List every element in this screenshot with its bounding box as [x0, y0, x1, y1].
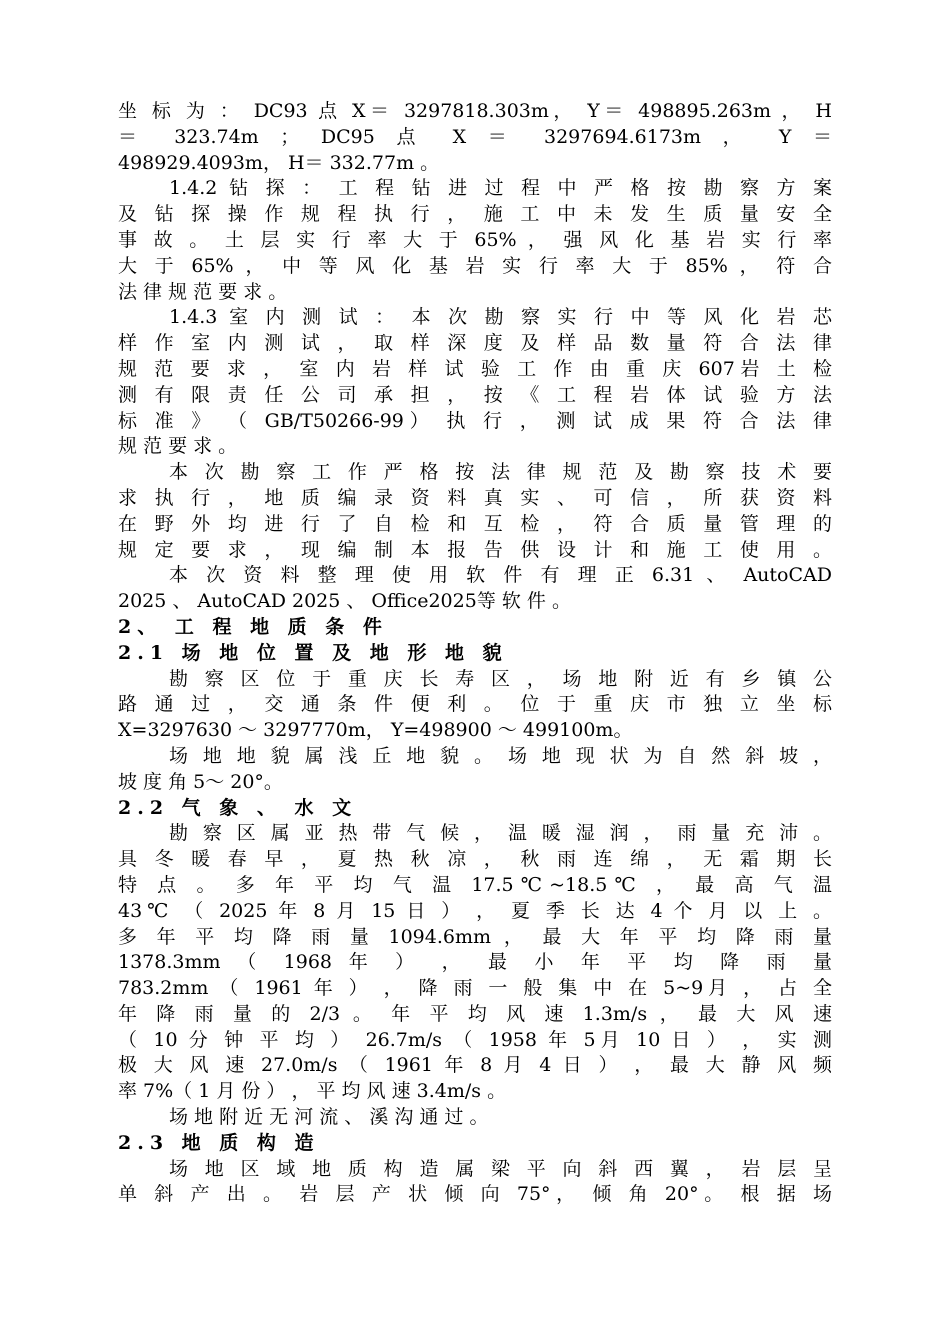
text-line: 极 大 风 速 27.0m/s （ 1961 年 8 月 4 日 ） ， 最 大 静 风 频	[118, 1054, 832, 1077]
text-line: 勘 察 区 位 于 重 庆 长 寿 区 ， 场 地 附 近 有 乡 镇 公	[169, 667, 832, 690]
text-line: 单 斜 产 出 。 岩 层 产 状 倾 向 75°， 倾 角 20°。 根 据 场	[118, 1183, 832, 1206]
section-heading: 2.3 地 质 构 造	[118, 1131, 320, 1154]
text-line: 及 钻 探 操 作 规 程 执 行 ， 施 工 中 未 发 生 质 量 安 全	[118, 203, 832, 226]
text-line: 大 于 65% ， 中 等 风 化 基 岩 实 行 率 大 于 85% ， 符 合	[118, 254, 832, 277]
text-line: 2025 、 AutoCAD 2025 、 Office2025等 软 件 。	[118, 590, 571, 613]
section-heading: 2.2 气 象 、 水 文	[118, 796, 358, 819]
text-line: 法 律 规 范 要 求 。	[118, 280, 288, 303]
text-line: 规 范 要 求 ， 室 内 岩 样 试 验 工 作 由 重 庆 607岩 土 检	[118, 357, 832, 380]
text-line: 场 地 地 貌 属 浅 丘 地 貌 。 场 地 现 状 为 自 然 斜 坡 ，	[169, 744, 832, 767]
text-line: X=3297630 ～ 3297770m， Y=498900 ～ 499100m。	[118, 719, 633, 742]
text-line: 规 定 要 求 ， 现 编 制 本 报 告 供 设 计 和 施 工 使 用 。	[118, 538, 832, 561]
text-line: 1.4.3 室 内 测 试 ： 本 次 勘 察 实 行 中 等 风 化 岩 芯	[169, 306, 832, 329]
text-line: 多 年 平 均 降 雨 量 1094.6mm ， 最 大 年 平 均 降 雨 量	[118, 925, 832, 948]
text-line: 坐 标 为 ： DC93 点 X＝ 3297818.303m， Y＝ 498895.263m ， H	[118, 100, 832, 122]
text-line: 具 冬 暖 春 早 ， 夏 热 秋 凉 ， 秋 雨 连 绵 ， 无 霜 期 长	[118, 848, 832, 871]
text-line: 1378.3mm （ 1968 年 ） ， 最 小 年 平 均 降 雨 量	[118, 951, 832, 974]
text-line: 场 地 附 近 无 河 流 、 溪 沟 通 过 。	[169, 1106, 489, 1129]
section-heading: 2.1 场 地 位 置 及 地 形 地 貌	[118, 641, 508, 664]
text-line: 498929.4093m， H＝ 332.77m 。	[118, 151, 440, 174]
document-body	[118, 99, 832, 1208]
text-line: 特 点 。 多 年 平 均 气 温 17.5℃~18.5℃ ， 最 高 气 温	[118, 873, 832, 896]
text-line: 标 准 》 （ GB/T50266-99） 执 行 ， 测 试 成 果 符 合 法 律	[118, 409, 832, 432]
text-line: 年 降 雨 量 的 2/3 。 年 平 均 风 速 1.3m/s ， 最 大 风 速	[118, 1002, 832, 1025]
text-line: 样 作 室 内 测 试 ， 取 样 深 度 及 样 品 数 量 符 合 法 律	[118, 332, 832, 355]
text-line: 783.2mm （ 1961 年 ） ， 降 雨 一 般 集 中 在 5~9月 ， 占 全	[118, 977, 832, 1000]
text-line: 勘 察 区 属 亚 热 带 气 候 ， 温 暖 湿 润 ， 雨 量 充 沛 。	[169, 822, 832, 845]
text-line: 本 次 勘 察 工 作 严 格 按 法 律 规 范 及 勘 察 技 术 要	[169, 461, 832, 484]
text-line: 求 执 行 ， 地 质 编 录 资 料 真 实 、 可 信 ， 所 获 资 料	[118, 486, 832, 509]
text-line: 场 地 区 域 地 质 构 造 属 梁 平 向 斜 西 翼 ， 岩 层 呈	[169, 1157, 832, 1180]
text-line: 43℃ （ 2025 年 8 月 15 日 ） ， 夏 季 长 达 4 个 月 以 上 。	[118, 899, 832, 922]
text-line: 路 通 过 ， 交 通 条 件 便 利 。 位 于 重 庆 市 独 立 坐 标	[118, 693, 832, 716]
text-line: 1.4.2 钻 探 ： 工 程 钻 进 过 程 中 严 格 按 勘 察 方 案	[169, 177, 832, 200]
text-line: 本 次 资 料 整 理 使 用 软 件 有 理 正 6.31 、 AutoCAD	[169, 564, 832, 587]
text-line: 率 7%（ 1 月 份 ） ， 平 均 风 速 3.4m/s 。	[118, 1080, 507, 1103]
section-heading: 2、 工 程 地 质 条 件	[118, 615, 388, 638]
text-line: ＝ 323.74m ； DC95 点 X ＝ 3297694.6173m ， Y ＝	[118, 125, 832, 148]
text-line: （ 10 分 钟 平 均 ） 26.7m/s （ 1958 年 5月 10 日 ） ， 实 测	[118, 1028, 832, 1051]
text-line: 坡 度 角 5～ 20°。	[118, 770, 283, 793]
text-line: 测 有 限 责 任 公 司 承 担 ， 按 《 工 程 岩 体 试 验 方 法	[118, 383, 832, 406]
text-line: 规 范 要 求 。	[118, 435, 238, 458]
text-line: 在 野 外 均 进 行 了 自 检 和 互 检 ， 符 合 质 量 管 理 的	[118, 512, 832, 535]
text-line: 事 故 。 土 层 实 行 率 大 于 65% ， 强 风 化 基 岩 实 行 率	[118, 228, 832, 251]
